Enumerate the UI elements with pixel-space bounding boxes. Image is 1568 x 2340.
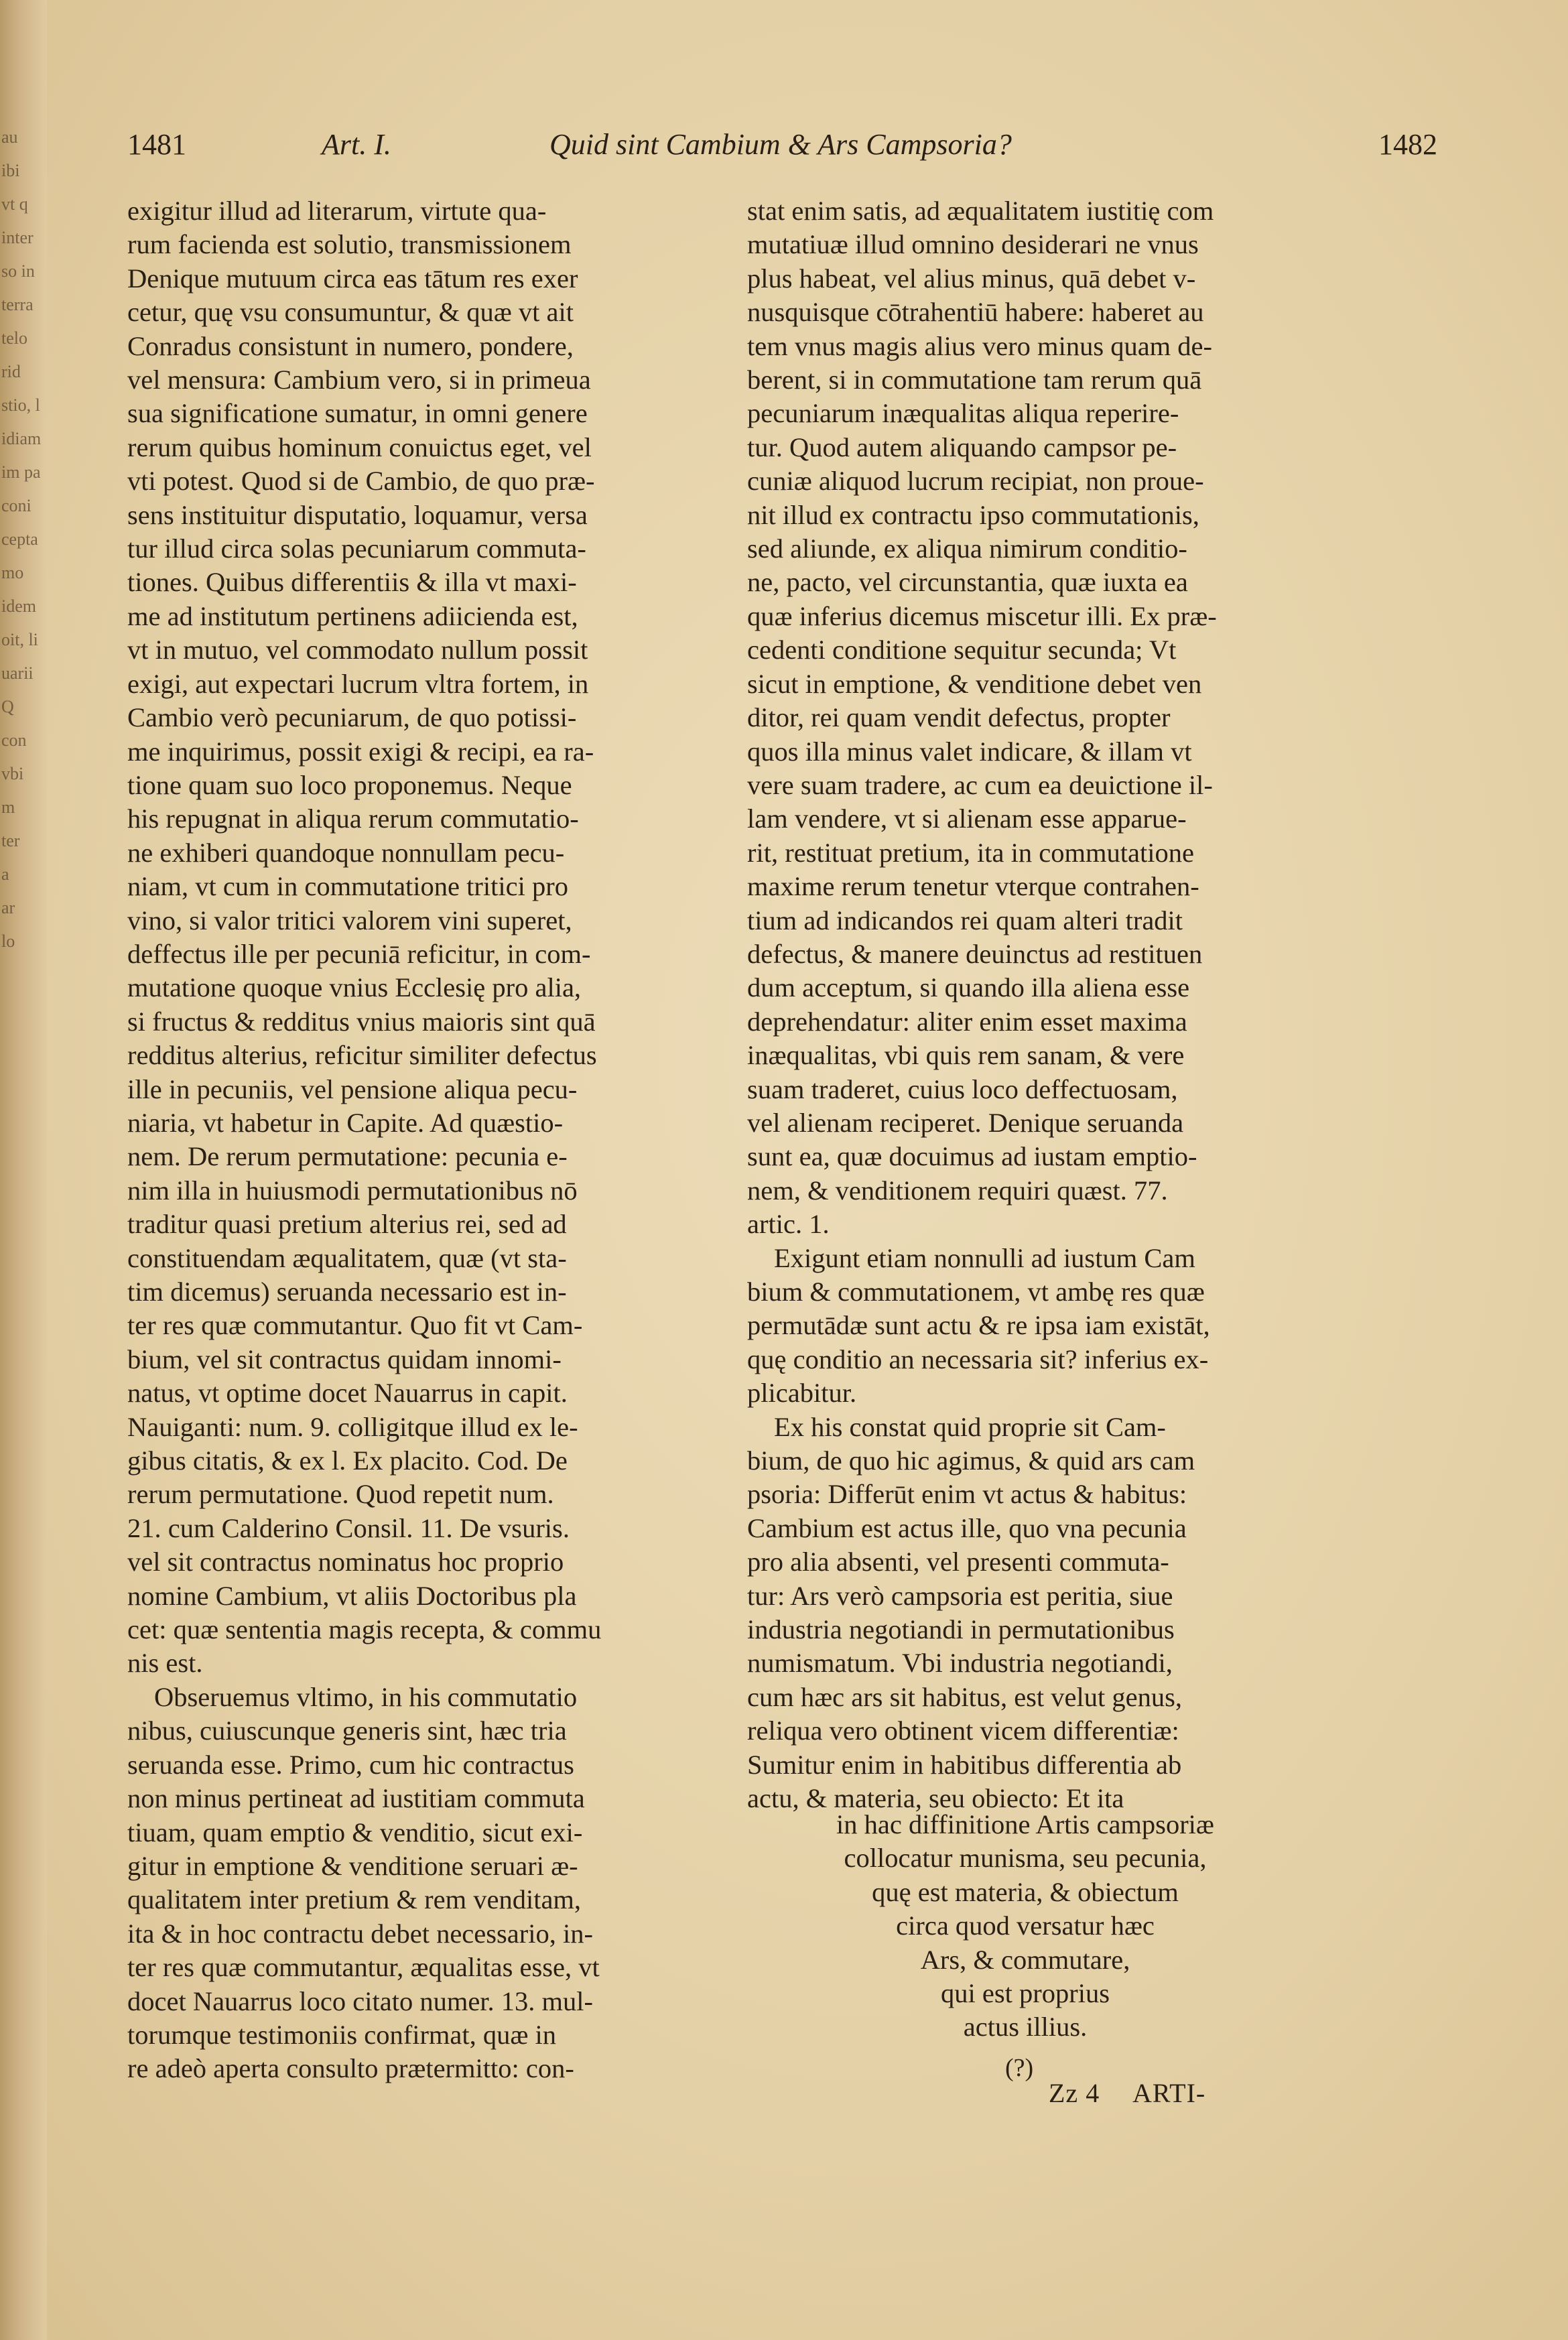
text-line: suam traderet, cuius loco deffectuosam, xyxy=(747,1074,1178,1104)
gutter-fragment: ar xyxy=(1,898,15,917)
ornament-marker: (?) xyxy=(1005,2054,1034,2082)
text-line: in hac diffinitione Artis campsoriæ xyxy=(836,1809,1214,1839)
text-line: torumque testimoniis confirmat, quæ in xyxy=(127,2019,557,2050)
text-line: Cambium est actus ille, quo vna pecunia xyxy=(747,1512,1187,1543)
text-line: ne exhiberi quandoque nonnullam pecu- xyxy=(127,837,565,868)
text-line: deffectus ille per pecuniā reficitur, in com- xyxy=(127,938,591,969)
text-line: berent, si in commutatione tam rerum quā xyxy=(747,365,1202,395)
text-line: vt in mutuo, vel commodato nullum possit xyxy=(127,635,588,665)
text-line: sed aliunde, ex aliqua nimirum conditio- xyxy=(747,533,1187,564)
text-line: 21. cum Calderino Consil. 11. De vsuris. xyxy=(127,1512,570,1543)
gutter-fragment: stio, l xyxy=(1,395,40,415)
text-line: Conradus consistunt in numero, pondere, xyxy=(127,330,574,361)
text-line: vel alienam reciperet. Denique seruanda xyxy=(747,1107,1184,1138)
gutter-fragment: coni xyxy=(1,496,31,515)
right-column xyxy=(747,194,1303,1816)
gutter-fragment: idem xyxy=(1,596,36,616)
gutter-fragment: uarii xyxy=(1,663,34,683)
text-line: rit, restituat pretium, ita in commutatione xyxy=(747,837,1194,868)
text-line: mutatiuæ illud omnino desiderari ne vnus xyxy=(747,229,1199,260)
text-line: cedenti conditione sequitur secunda; Vt xyxy=(747,635,1177,665)
text-line: tiuam, quam emptio & venditio, sicut exi- xyxy=(127,1817,583,1847)
text-line: actus illius. xyxy=(963,2012,1088,2042)
gutter-fragment: lo xyxy=(1,931,15,951)
text-line: dum acceptum, si quando illa aliena esse xyxy=(747,972,1190,1003)
gutter-fragment: au xyxy=(1,127,18,147)
text-line: exigi, aut expectari lucrum vltra fortem, in xyxy=(127,668,589,699)
gutter-fragment: cepta xyxy=(1,529,38,549)
gutter-fragment: rid xyxy=(1,362,21,381)
tapered-conclusion xyxy=(747,1808,1303,2044)
text-line: stat enim satis, ad æqualitatem iustitię com xyxy=(747,196,1214,226)
text-line: Cambio verò pecuniarum, de quo potissi- xyxy=(127,702,577,733)
gutter-fragment: so in xyxy=(1,261,35,281)
text-line: cetur, quę vsu consumuntur, & quæ vt ait xyxy=(127,297,574,328)
text-line: numismatum. Vbi industria negotiandi, xyxy=(747,1648,1173,1679)
text-line: Nauiganti: num. 9. colligitque illud ex le- xyxy=(127,1411,578,1442)
gutter-fragment: Q xyxy=(1,697,14,716)
gutter-fragment: inter xyxy=(1,228,34,247)
gutter-fragment: telo xyxy=(1,328,27,348)
text-line: ter res quæ commutantur, æqualitas esse, vt xyxy=(127,1952,600,1983)
text-line: niaria, vt habetur in Capite. Ad quæstio- xyxy=(127,1107,564,1138)
text-line: Exigunt etiam nonnulli ad iustum Cam xyxy=(774,1242,1195,1273)
text-line: vino, si valor tritici valorem vini superet, xyxy=(127,905,572,935)
text-line: plus habeat, vel alius minus, quā debet v- xyxy=(747,263,1196,294)
text-line: ter res quæ commutantur. Quo fit vt Cam- xyxy=(127,1310,583,1341)
text-line: sunt ea, quæ docuimus ad iustam emptio- xyxy=(747,1141,1197,1172)
text-line: gitur in emptione & venditione seruari æ- xyxy=(127,1850,578,1881)
text-line: qualitatem inter pretium & rem venditam, xyxy=(127,1884,582,1915)
text-line: me ad institutum pertinens adiicienda est, xyxy=(127,600,578,631)
text-line: redditus alterius, reficitur similiter defectus xyxy=(127,1040,597,1071)
text-line: tium ad indicandos rei quam alteri tradit xyxy=(747,905,1183,935)
text-line: gibus citatis, & ex l. Ex placito. Cod. De xyxy=(127,1445,568,1476)
text-line: Ars, & commutare, xyxy=(920,1944,1130,1975)
page-number-right: 1482 xyxy=(1378,128,1437,161)
text-line: tione quam suo loco proponemus. Neque xyxy=(127,769,572,800)
running-header xyxy=(127,127,1437,174)
gutter-fragment: a xyxy=(1,864,9,884)
text-line: reliqua vero obtinent vicem differentiæ: xyxy=(747,1715,1179,1746)
text-line: tur: Ars verò campsoria est peritia, siue xyxy=(747,1580,1173,1611)
text-line: quos illa minus valet indicare, & illam vt xyxy=(747,736,1192,767)
text-line: ne, pacto, vel circunstantia, quæ iuxta ea xyxy=(747,567,1188,598)
article-label: Art. I. xyxy=(322,128,391,161)
text-line: tur. Quod autem aliquando campsor pe- xyxy=(747,432,1177,462)
text-line: Sumitur enim in habitibus differentia ab xyxy=(747,1749,1182,1780)
text-line: bium, vel sit contractus quidam innomi- xyxy=(127,1344,562,1374)
text-line: traditur quasi pretium alterius rei, sed ad xyxy=(127,1209,567,1240)
text-line: nis est. xyxy=(127,1648,203,1679)
text-line: inæqualitas, vbi quis rem sanam, & vere xyxy=(747,1040,1185,1071)
text-line: docet Nauarrus loco citato numer. 13. mul- xyxy=(127,1986,594,2016)
gutter-fragment: vt q xyxy=(1,194,28,214)
text-line: mutatione quoque vnius Ecclesię pro alia, xyxy=(127,972,582,1003)
page-number-left: 1481 xyxy=(127,128,186,161)
text-line: vti potest. Quod si de Cambio, de quo præ- xyxy=(127,466,595,497)
text-line: quę est materia, & obiectum xyxy=(872,1876,1179,1907)
text-line: tim dicemus) seruanda necessario est in- xyxy=(127,1277,567,1307)
text-line: qui est proprius xyxy=(941,1978,1110,2009)
text-line: nit illud ex contractu ipso commutationis, xyxy=(747,499,1199,530)
gutter-fragment: idiam xyxy=(1,429,42,448)
text-line: his repugnat in aliqua rerum commutatio- xyxy=(127,803,579,834)
text-line: seruanda esse. Primo, cum hic contractus xyxy=(127,1749,574,1780)
text-line: rerum permutatione. Quod repetit num. xyxy=(127,1479,554,1510)
text-line: constituendam æqualitatem, quæ (vt sta- xyxy=(127,1242,567,1273)
text-line: permutādæ sunt actu & re ipsa iam existāt, xyxy=(747,1310,1210,1341)
text-line: quæ inferius dicemus miscetur illi. Ex præ- xyxy=(747,600,1217,631)
text-line: me inquirimus, possit exigi & recipi, ea ra- xyxy=(127,736,594,767)
gutter-fragment: oit, li xyxy=(1,630,38,649)
text-line: sua significatione sumatur, in omni genere xyxy=(127,398,588,429)
text-line: tur illud circa solas pecuniarum commuta- xyxy=(127,533,586,564)
text-line: tem vnus magis alius vero minus quam de- xyxy=(747,330,1213,361)
text-line: bium & commutationem, vt ambę res quæ xyxy=(747,1277,1205,1307)
text-line: industria negotiandi in permutationibus xyxy=(747,1614,1175,1645)
text-line: nibus, cuiuscunque generis sint, hæc tria xyxy=(127,1715,567,1746)
text-line: vel mensura: Cambium vero, si in primeua xyxy=(127,365,591,395)
text-line: deprehendatur: aliter enim esset maxima xyxy=(747,1006,1187,1037)
left-column xyxy=(127,194,687,2086)
gutter-fragment: terra xyxy=(1,295,34,314)
text-line: collocatur munisma, seu pecunia, xyxy=(844,1843,1207,1874)
text-line: nusquisque cōtrahentiū habere: haberet au xyxy=(747,297,1204,328)
text-line: Ex his constat quid proprie sit Cam- xyxy=(774,1411,1166,1442)
text-line: nim illa in huiusmodi permutationibus nō xyxy=(127,1175,578,1206)
gutter-fragment: ter xyxy=(1,831,20,850)
text-line: nem. De rerum permutatione: pecunia e- xyxy=(127,1141,568,1172)
gutter-fragment: ibi xyxy=(1,161,20,180)
text-line: non minus pertineat ad iustitiam commuta xyxy=(127,1783,585,1814)
text-line: plicabitur. xyxy=(747,1378,857,1409)
text-line: pecuniarum inæqualitas aliqua reperire- xyxy=(747,398,1179,429)
gutter-fragment: vbi xyxy=(1,764,24,783)
text-line: nem, & venditionem requiri quæst. 77. xyxy=(747,1175,1168,1206)
text-line: quę conditio an necessaria sit? inferius ex- xyxy=(747,1344,1209,1374)
text-line: pro alia absenti, vel presenti commuta- xyxy=(747,1547,1169,1577)
running-title: Quid sint Cambium & Ars Campsoria? xyxy=(549,128,1012,161)
text-line: artic. 1. xyxy=(747,1209,830,1240)
text-line: sens instituitur disputatio, loquamur, versa xyxy=(127,499,588,530)
gutter-fragment: mo xyxy=(1,563,24,582)
text-line: vel sit contractus nominatus hoc proprio xyxy=(127,1547,564,1577)
text-line: cum hæc ars sit habitus, est velut genus, xyxy=(747,1681,1183,1712)
gutter-fragment: im pa xyxy=(1,462,41,482)
text-line: niam, vt cum in commutatione tritici pro xyxy=(127,871,568,902)
text-line: ita & in hoc contractu debet necessario, in- xyxy=(127,1918,593,1949)
text-line: rum facienda est solutio, transmissionem xyxy=(127,229,572,260)
text-line: Denique mutuum circa eas tātum res exer xyxy=(127,263,578,294)
facing-page-gutter xyxy=(0,0,47,2340)
text-line: ditor, rei quam vendit defectus, propter xyxy=(747,702,1171,733)
text-line: si fructus & redditus vnius maioris sint quā xyxy=(127,1006,596,1037)
text-line: cuniæ aliquod lucrum recipiat, non proue- xyxy=(747,466,1204,497)
catchword: ARTI- xyxy=(1132,2078,1206,2108)
text-line: maxime rerum tenetur vterque contrahen- xyxy=(747,871,1199,902)
text-line: exigitur illud ad literarum, virtute qua- xyxy=(127,196,547,226)
gutter-fragments xyxy=(1,121,42,958)
text-line: cet: quæ sententia magis recepta, & commu xyxy=(127,1614,602,1645)
text-line: ille in pecuniis, vel pensione aliqua pecu- xyxy=(127,1074,578,1104)
gutter-fragment: con xyxy=(1,730,27,750)
text-line: circa quod versatur hæc xyxy=(896,1910,1155,1941)
text-line: re adeò aperta consulto prætermitto: con- xyxy=(127,2053,574,2084)
signature-mark: Zz 4 xyxy=(1049,2078,1100,2108)
text-line: rerum quibus hominum conuictus eget, vel xyxy=(127,432,592,462)
text-line: nomine Cambium, vt aliis Doctoribus pla xyxy=(127,1580,577,1611)
text-line: actu, & materia, seu obiecto: Et ita xyxy=(747,1783,1124,1814)
gutter-fragment: m xyxy=(1,797,15,817)
footer-line xyxy=(1049,2077,1205,2109)
text-line: Obseruemus vltimo, in his commutatio xyxy=(154,1681,578,1712)
text-line: psoria: Differūt enim vt actus & habitus: xyxy=(747,1479,1187,1510)
text-line: defectus, & manere deuinctus ad restituen xyxy=(747,938,1203,969)
text-line: lam vendere, vt si alienam esse apparue- xyxy=(747,803,1187,834)
text-line: tiones. Quibus differentiis & illa vt maxi- xyxy=(127,567,577,598)
text-line: bium, de quo hic agimus, & quid ars cam xyxy=(747,1445,1195,1476)
text-line: sicut in emptione, & venditione debet ven xyxy=(747,668,1202,699)
text-line: natus, vt optime docet Nauarrus in capit. xyxy=(127,1378,568,1409)
text-line: vere suam tradere, ac cum ea deuictione il- xyxy=(747,769,1213,800)
